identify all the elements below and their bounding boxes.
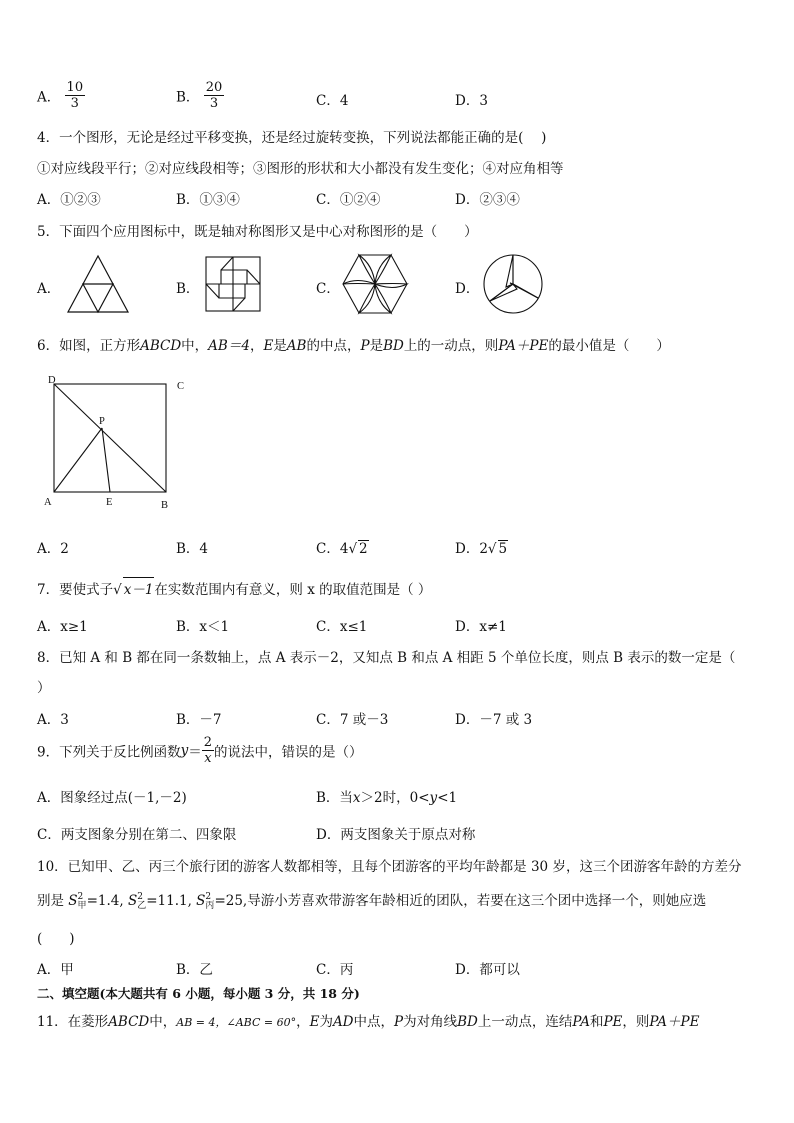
square-figure <box>40 372 200 512</box>
q8-option-d: D．－7 或 3 <box>455 712 533 728</box>
label-a: A <box>44 497 52 508</box>
fraction: $\frac{10}{3}$ <box>66 80 84 111</box>
q9-option-c: C．两支图象分别在第二、四象限 <box>37 827 237 843</box>
q6-option-b: B．4 <box>176 541 209 557</box>
q7-option-b: B．x＜1 <box>176 619 230 635</box>
sqrt-symbol: √ <box>348 541 358 557</box>
q5-option-b-label: B． <box>176 281 200 297</box>
q3-option-b: B． $\frac{20}{3}$ <box>176 80 223 111</box>
circle-three-blade-icon <box>482 253 544 315</box>
sqrt-symbol: √ <box>113 582 122 598</box>
q8-option-b: B．－7 <box>176 712 222 728</box>
q4-stem: 4．一个图形，无论是经过平移变换，还是经过旋转变换，下列说法都能正确的是( ) <box>37 130 547 146</box>
q10-option-b: B．乙 <box>176 962 213 978</box>
label-b: B <box>161 500 169 511</box>
q5-option-d-label: D． <box>455 281 480 297</box>
q6-option-d: D．2√ 5 <box>455 541 508 557</box>
q11-stem: 11．在菱形ABCD中，AB = 4，∠ABC = 60°，E为AD中点，P为对角线BD上一动点，连结PA和PE，则PA＋PE <box>37 1014 700 1030</box>
label-d: D <box>48 375 56 386</box>
sqrt-symbol: √ <box>487 541 497 557</box>
q8-stem-line1: 8．已知 A 和 B 都在同一条数轴上，点 A 表示－2，又知点 B 和点 A 相距 5 个单位长度，则点 B 表示的数一定是（ <box>37 650 736 666</box>
label-c: C <box>177 381 185 392</box>
section-title: 二、填空题(本大题共有 6 小题，每小题 3 分，共 18 分) <box>37 986 360 1001</box>
label-e: E <box>106 497 113 508</box>
q5-stem: 5．下面四个应用图标中，既是轴对称图形又是中心对称图形的是（ ） <box>37 224 478 240</box>
q4-option-a: A．①②③ <box>37 192 101 208</box>
q10-stem-line1: 10．已知甲、乙、丙三个旅行团的游客人数都相等，且每个团游客的平均年龄都是 30 岁，这三个团游客年龄的方差分 <box>37 859 742 875</box>
q3-option-d: D．3 <box>455 93 488 109</box>
q6-stem: 6．如图，正方形ABCD中，AB＝4，E是AB的中点，P是BD上的一动点，则PA＋PE的最小值是（ ） <box>37 338 670 354</box>
label-p: P <box>99 416 105 427</box>
q3-option-a: A． $\frac{10}{3}$ <box>37 80 84 111</box>
q8-option-a: A．3 <box>37 712 69 728</box>
q7-option-c: C．x≤1 <box>316 619 368 635</box>
fraction: $\frac{20}{3}$ <box>205 80 223 111</box>
q4-statements: ①对应线段平行；②对应线段相等；③图形的形状和大小都没有发生变化；④对应角相等 <box>37 161 564 177</box>
pinwheel-square-icon <box>205 256 261 312</box>
q7-stem: 7．要使式子√ x－1在实数范围内有意义，则 x 的取值范围是（ ） <box>37 577 431 598</box>
q4-option-c: C．①②④ <box>316 192 381 208</box>
q10-option-c: C．丙 <box>316 962 354 978</box>
fraction: $\frac{2}{x}$ <box>203 735 213 766</box>
q3-option-c: C．4 <box>316 93 349 109</box>
q8-option-c: C．7 或－3 <box>316 712 389 728</box>
q7-option-a: A．x≥1 <box>37 619 88 635</box>
q5-option-c-label: C． <box>316 281 340 297</box>
q9-option-d: D．两支图象关于原点对称 <box>316 827 476 843</box>
q4-option-d: D．②③④ <box>455 192 520 208</box>
q6-option-a: A．2 <box>37 541 69 557</box>
q9-stem: 9．下列关于反比例函数y＝ $\frac{2}{x}$ 的说法中，错误的是（） <box>37 735 363 766</box>
q10-option-d: D．都可以 <box>455 962 520 978</box>
q10-stem-line3: ( ) <box>37 931 75 947</box>
q7-option-d: D．x≠1 <box>455 619 507 635</box>
q5-option-a-label: A． <box>37 281 61 297</box>
q6-option-c: C．4√ 2 <box>316 541 368 557</box>
q9-option-b: B．当x＞2时，0<y<1 <box>316 790 458 806</box>
triangle-icon <box>66 254 130 314</box>
q9-option-a: A．图象经过点(－1,－2) <box>37 790 187 806</box>
q10-stem-line2: 别是 S 2 甲 =1.4, S 2 乙 =11.1, S 2 丙 =25,导游小芳喜欢带游客年龄相近的团队，若要在这三个团中选择一个，则她应选 <box>37 891 707 911</box>
hexagon-flower-icon <box>342 253 408 315</box>
q10-option-a: A．甲 <box>37 962 74 978</box>
q8-stem-line2: ） <box>37 680 51 696</box>
q4-option-b: B．①③④ <box>176 192 240 208</box>
